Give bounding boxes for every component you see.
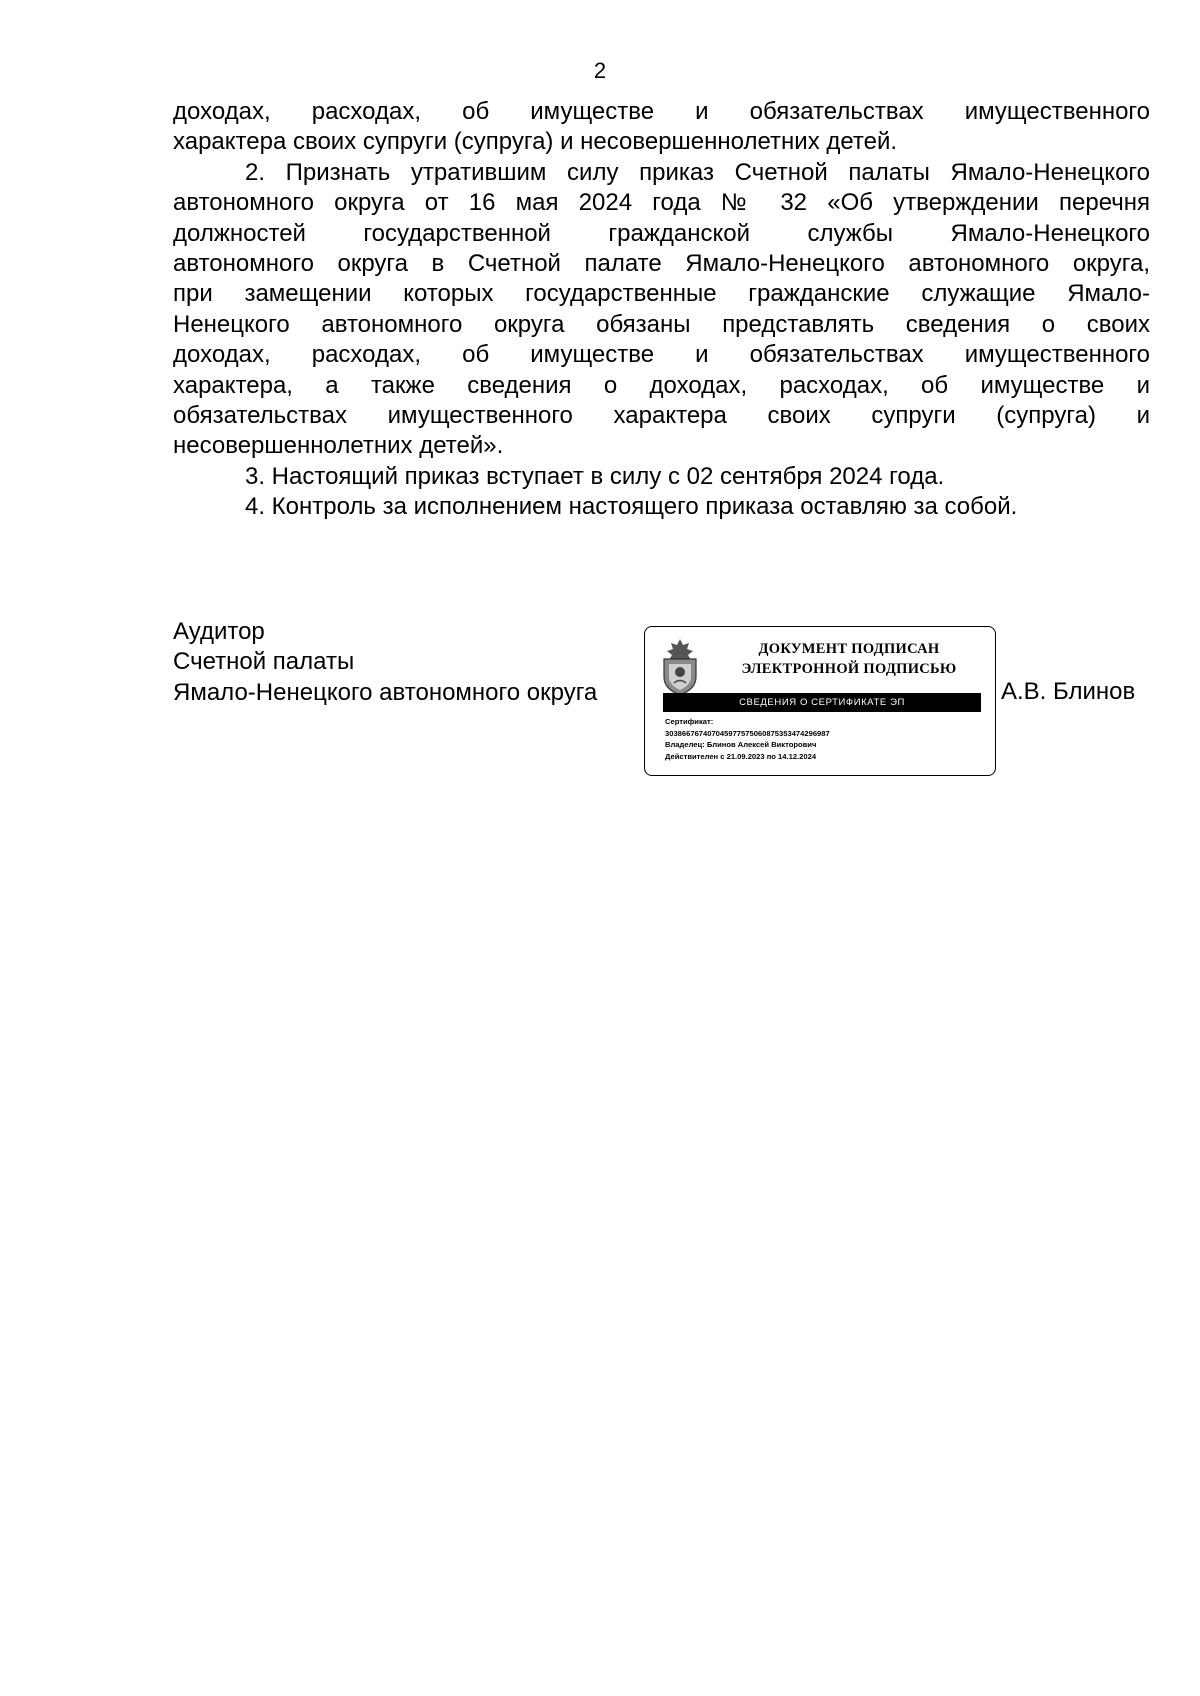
certificate-label: Сертификат: xyxy=(665,717,714,726)
text-line: 2. Признать утратившим силу приказ Счетной палаты Ямало-Ненецкого xyxy=(245,158,1150,186)
signatory-name: А.В. Блинов xyxy=(1001,678,1136,705)
text-line: 3. Настоящий приказ вступает в силу с 02 сентября 2024 года. xyxy=(245,462,945,490)
text-line: при замещении которых государственные гражданские служащие Ямало- xyxy=(173,280,1150,308)
text-line: автономного округа от 16 мая 2024 года № 32 «Об утверждении перечня xyxy=(173,189,1150,217)
text-line: характера своих супруги (супруга) и несовершеннолетних детей. xyxy=(173,128,898,156)
certificate-validity: Действителен с 21.09.2023 по 14.12.2024 xyxy=(665,751,817,761)
certificate-info-bar: СВЕДЕНИЯ О СЕРТИФИКАТЕ ЭП xyxy=(663,693,981,712)
text-line: доходах, расходах, об имуществе и обязательствах имущественного xyxy=(173,98,1150,125)
text-line: должностей государственной гражданской службы Ямало-Ненецкого xyxy=(173,219,1150,247)
position-line: Ямало-Ненецкого автономного округа xyxy=(173,678,598,706)
stamp-title-line: ДОКУМЕНТ ПОДПИСАН xyxy=(758,641,940,657)
electronic-signature-stamp xyxy=(644,626,996,776)
paragraph-2 xyxy=(173,158,1150,462)
text-line: 4. Контроль за исполнением настоящего приказа оставляю за собой. xyxy=(245,493,1018,521)
position-line: Аудитор xyxy=(173,618,265,645)
text-line: обязательствах имущественного характера своих супруги (супруга) и xyxy=(173,402,1150,430)
position-line: Счетной палаты xyxy=(173,648,355,676)
text-line: характера, а также сведения о доходах, расходах, об имуществе и xyxy=(173,371,1150,399)
certificate-number: 303866767407045977575060875353474296987 xyxy=(665,728,830,738)
coat-of-arms-icon xyxy=(659,637,701,697)
signatory-position xyxy=(173,617,597,708)
paragraph-continuation xyxy=(173,97,1150,158)
text-line: Ненецкого автономного округа обязаны представлять сведения о своих xyxy=(173,310,1150,338)
paragraph-4 xyxy=(173,492,1150,522)
text-line: доходах, расходах, об имуществе и обязательствах имущественного xyxy=(173,341,1150,369)
stamp-title xyxy=(709,639,989,679)
text-line: автономного округа в Счетной палате Ямало-Ненецкого автономного округа, xyxy=(173,250,1150,278)
page-number: 2 xyxy=(593,58,607,83)
paragraph-3 xyxy=(173,462,1150,492)
certificate-owner: Владелец: Блинов Алексей Викторович xyxy=(665,740,817,750)
stamp-title-line: ЭЛЕКТРОННОЙ ПОДПИСЬЮ xyxy=(741,661,957,677)
document-body xyxy=(173,97,1150,523)
certificate-details xyxy=(665,716,991,762)
text-line: несовершеннолетних детей». xyxy=(173,432,504,460)
